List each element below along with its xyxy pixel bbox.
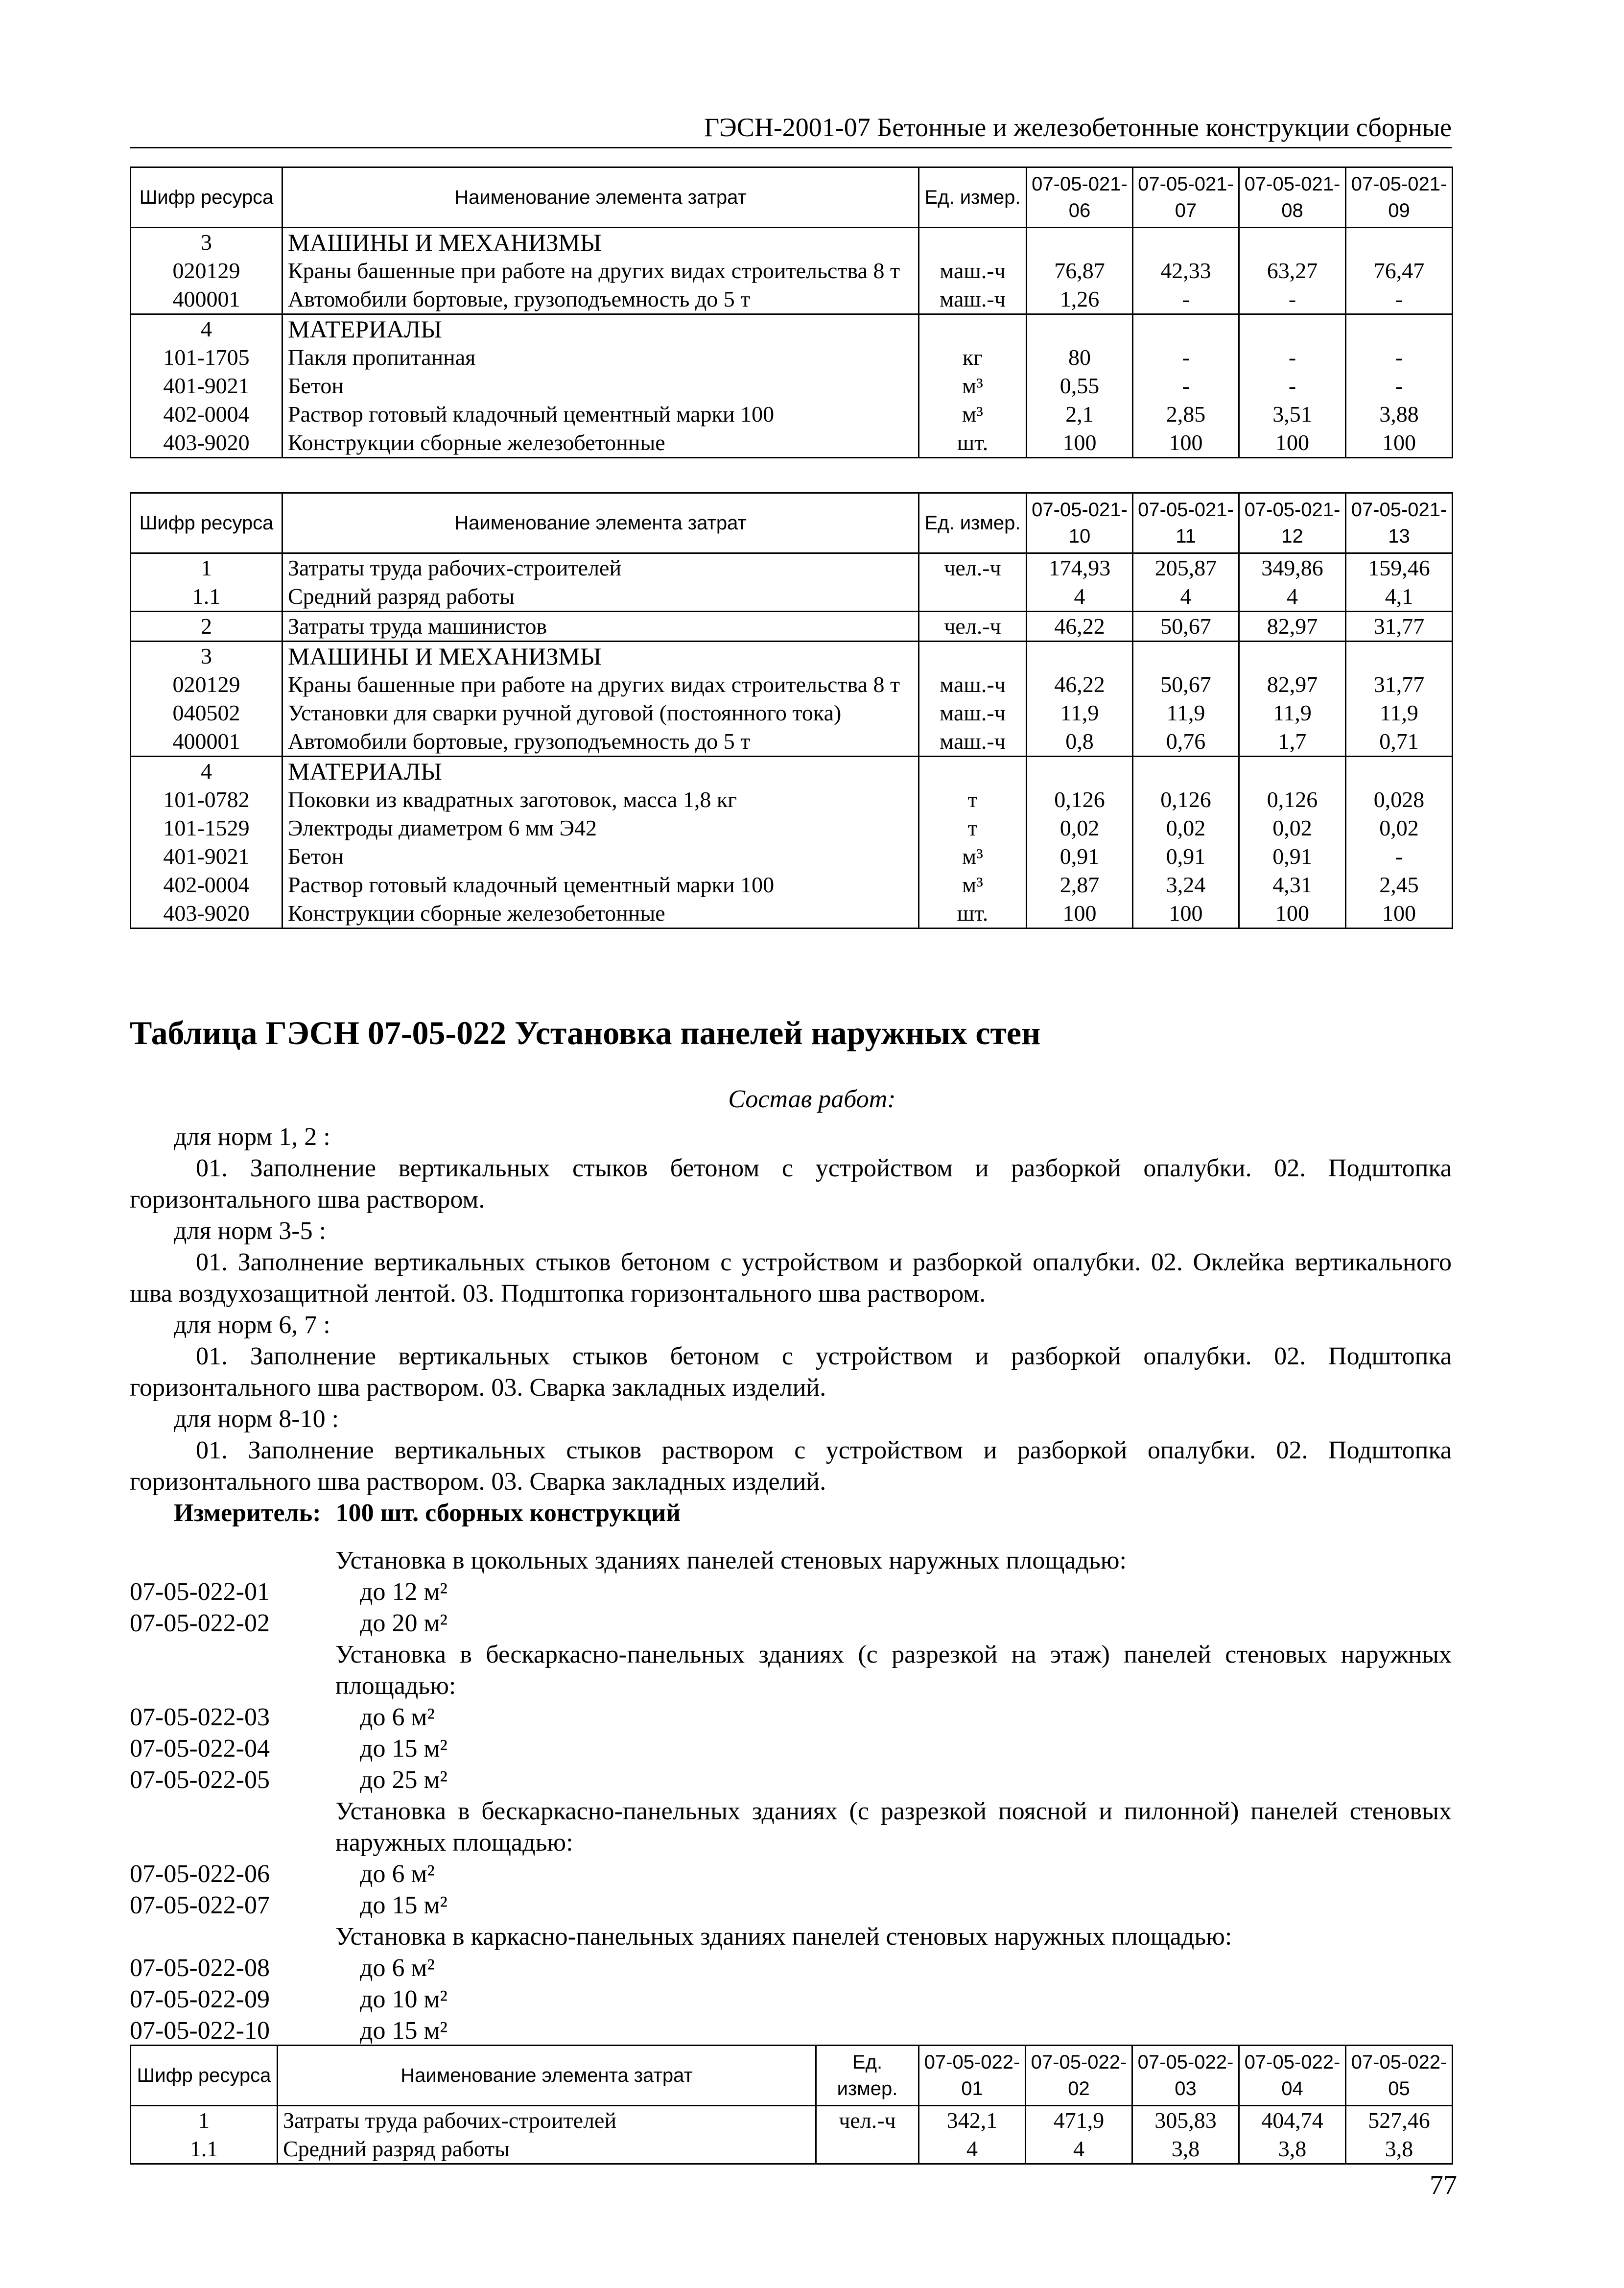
unit-cell [919, 228, 1027, 257]
resource-name: Автомобили бортовые, грузоподъемность до 5 т [282, 727, 919, 757]
table-row [131, 257, 1453, 285]
value-cell: 11,9 [1133, 699, 1239, 727]
norm-desc: до 6 м² [360, 1703, 435, 1731]
resource-code: 401-9021 [131, 372, 282, 400]
value-cell: 4 [919, 2135, 1026, 2164]
col-norm-header: 07-05-021-06 [1027, 167, 1133, 228]
value-cell: 4 [1239, 582, 1346, 612]
value-cell: 471,9 [1026, 2106, 1132, 2135]
work-description: 01. Заполнение вертикальных стыков бетоном с устройством и разборкой опалубки. 02. Подштопка горизонтального шва раствором. [130, 1154, 1452, 1214]
norm-item [130, 1890, 1452, 1921]
col-norm-header: 07-05-022-04 [1239, 2046, 1346, 2106]
resource-code: 3 [131, 228, 282, 257]
resource-table-2 [130, 492, 1453, 929]
work-description: 01. Заполнение вертикальных стыков раствором с устройством и разборкой опалубки. 02. Подштопка горизонтального шва раствором. 03. Сварка закладных изделий. [130, 1436, 1452, 1496]
value-cell: - [1133, 343, 1239, 372]
value-cell: 100 [1346, 899, 1453, 929]
table-row [131, 699, 1453, 727]
norm-item [130, 1733, 1452, 1764]
table-row [131, 429, 1453, 458]
norm-group-caption: Установка в каркасно-панельных зданиях панелей стеновых наружных площадью: [335, 1923, 1232, 1951]
value-cell: 76,87 [1027, 257, 1133, 285]
col-code-header: Шифр ресурса [131, 167, 282, 228]
col-norm-header: 07-05-021-07 [1133, 167, 1239, 228]
unit-cell: м³ [919, 871, 1027, 899]
norm-item [130, 1576, 1452, 1608]
table-row [131, 314, 1453, 344]
norm-item [130, 1859, 1452, 1890]
resource-name: Затраты труда рабочих-строителей [278, 2106, 816, 2135]
value-cell: 2,45 [1346, 871, 1453, 899]
table-row [131, 871, 1453, 899]
norm-group-caption: Установка в бескаркасно-панельных зданиях (с разрезкой поясной и пилонной) панелей стеновых наружных площадью: [335, 1797, 1452, 1857]
norm-code: 07-05-022-09 [130, 1985, 270, 2013]
value-cell: 2,1 [1027, 400, 1133, 429]
norm-desc: до 6 м² [360, 1860, 435, 1888]
value-cell: 0,02 [1346, 814, 1453, 842]
value-cell [1239, 228, 1346, 257]
value-cell: 0,126 [1027, 786, 1133, 814]
norm-code: 07-05-022-04 [130, 1735, 270, 1763]
value-cell: 527,46 [1346, 2106, 1453, 2135]
resource-code: 4 [131, 314, 282, 344]
value-cell: 82,97 [1239, 612, 1346, 642]
value-cell: 404,74 [1239, 2106, 1346, 2135]
table-row [131, 757, 1453, 786]
table-row [131, 842, 1453, 871]
value-cell [1027, 642, 1133, 671]
unit-cell: м³ [919, 842, 1027, 871]
norm-code: 07-05-022-06 [130, 1860, 270, 1888]
col-name-header: Наименование элемента затрат [282, 493, 919, 553]
value-cell [1346, 757, 1453, 786]
value-cell [1133, 228, 1239, 257]
section-heading: МАШИНЫ И МЕХАНИЗМЫ [282, 642, 919, 671]
table-row [131, 2106, 1453, 2135]
table-row [131, 2135, 1453, 2164]
measurer-label: Измеритель: [174, 1499, 321, 1527]
resource-code: 403-9020 [131, 899, 282, 929]
resource-code: 1.1 [131, 2135, 278, 2164]
value-cell [1239, 642, 1346, 671]
value-cell: 342,1 [919, 2106, 1026, 2135]
resource-code: 403-9020 [131, 429, 282, 458]
norm-item [130, 1984, 1452, 2015]
resource-code: 040502 [131, 699, 282, 727]
running-header: ГЭСН-2001-07 Бетонные и железобетонные конструкции сборные [130, 112, 1452, 148]
value-cell: 0,91 [1239, 842, 1346, 871]
value-cell [1027, 757, 1133, 786]
value-cell: - [1239, 285, 1346, 314]
table-row [131, 285, 1453, 314]
norms-scope: для норм 6, 7 : [174, 1311, 330, 1339]
unit-cell [919, 314, 1027, 344]
value-cell: 100 [1027, 429, 1133, 458]
norm-code: 07-05-022-07 [130, 1891, 270, 1919]
section-heading: МАТЕРИАЛЫ [282, 757, 919, 786]
col-norm-header: 07-05-021-11 [1133, 493, 1239, 553]
value-cell: 0,76 [1133, 727, 1239, 757]
page-number: 77 [1430, 2170, 1457, 2200]
value-cell: 3,24 [1133, 871, 1239, 899]
value-cell: 0,91 [1133, 842, 1239, 871]
col-norm-header: 07-05-022-05 [1346, 2046, 1453, 2106]
unit-cell: чел.-ч [816, 2106, 919, 2135]
norms-scope: для норм 1, 2 : [174, 1123, 330, 1151]
unit-cell: шт. [919, 429, 1027, 458]
resource-code: 402-0004 [131, 400, 282, 429]
table-row [131, 553, 1453, 583]
resource-name: Бетон [282, 842, 919, 871]
value-cell: - [1133, 372, 1239, 400]
value-cell: - [1239, 372, 1346, 400]
table-row [131, 642, 1453, 671]
norm-group-caption: Установка в бескаркасно-панельных зданиях (с разрезкой на этаж) панелей стеновых наружных площадью: [335, 1641, 1452, 1700]
resource-name: Затраты труда машинистов [282, 612, 919, 642]
value-cell: - [1133, 285, 1239, 314]
value-cell: 63,27 [1239, 257, 1346, 285]
col-name-header: Наименование элемента затрат [278, 2046, 816, 2106]
col-norm-header: 07-05-021-10 [1027, 493, 1133, 553]
value-cell [1239, 757, 1346, 786]
resource-name: Средний разряд работы [282, 582, 919, 612]
unit-cell: маш.-ч [919, 727, 1027, 757]
resource-code: 400001 [131, 285, 282, 314]
value-cell: 2,87 [1027, 871, 1133, 899]
work-composition-heading: Состав работ: [728, 1085, 896, 1113]
unit-cell: маш.-ч [919, 670, 1027, 699]
work-description: 01. Заполнение вертикальных стыков бетоном с устройством и разборкой опалубки. 02. Оклейка вертикального шва воздухозащитной лентой. 03. Подштопка горизонтального шва раствором. [130, 1248, 1452, 1308]
value-cell: 3,88 [1346, 400, 1453, 429]
value-cell: 1,7 [1239, 727, 1346, 757]
unit-cell: м³ [919, 400, 1027, 429]
unit-cell: т [919, 786, 1027, 814]
table-row [131, 343, 1453, 372]
col-unit-header: Ед. измер. [919, 493, 1027, 553]
col-norm-header: 07-05-021-12 [1239, 493, 1346, 553]
resource-name: Краны башенные при работе на других видах строительства 8 т [282, 257, 919, 285]
value-cell: 100 [1027, 899, 1133, 929]
measurer [130, 1498, 1452, 1529]
table-row [131, 400, 1453, 429]
value-cell: 305,83 [1132, 2106, 1239, 2135]
value-cell [1346, 228, 1453, 257]
resource-code: 4 [131, 757, 282, 786]
value-cell: 46,22 [1027, 612, 1133, 642]
table-row [131, 612, 1453, 642]
resource-name: Конструкции сборные железобетонные [282, 429, 919, 458]
value-cell: 4,1 [1346, 582, 1453, 612]
value-cell: 0,126 [1133, 786, 1239, 814]
norm-code: 07-05-022-08 [130, 1954, 270, 1982]
col-norm-header: 07-05-021-09 [1346, 167, 1453, 228]
value-cell: 11,9 [1239, 699, 1346, 727]
col-norm-header: 07-05-021-08 [1239, 167, 1346, 228]
unit-cell: м³ [919, 372, 1027, 400]
unit-cell [919, 582, 1027, 612]
resource-code: 402-0004 [131, 871, 282, 899]
value-cell [1346, 314, 1453, 344]
value-cell: 3,51 [1239, 400, 1346, 429]
value-cell: 0,8 [1027, 727, 1133, 757]
resource-name: Поковки из квадратных заготовок, масса 1,8 кг [282, 786, 919, 814]
value-cell: 205,87 [1133, 553, 1239, 583]
unit-cell: кг [919, 343, 1027, 372]
value-cell [1133, 642, 1239, 671]
value-cell: 31,77 [1346, 670, 1453, 699]
value-cell: 0,02 [1239, 814, 1346, 842]
norm-item [130, 1953, 1452, 1984]
value-cell: 46,22 [1027, 670, 1133, 699]
norm-desc: до 20 м² [360, 1609, 447, 1637]
col-norm-header: 07-05-021-13 [1346, 493, 1453, 553]
work-composition [130, 1121, 1452, 1529]
value-cell: 3,8 [1239, 2135, 1346, 2164]
resource-name: Установки для сварки ручной дуговой (постоянного тока) [282, 699, 919, 727]
norm-item [130, 2015, 1452, 2047]
resource-name: Электроды диаметром 6 мм Э42 [282, 814, 919, 842]
table-row [131, 582, 1453, 612]
col-unit-header: Ед. измер. [816, 2046, 919, 2106]
resource-name: Краны башенные при работе на других видах строительства 8 т [282, 670, 919, 699]
value-cell: 100 [1239, 899, 1346, 929]
norms-scope: для норм 8-10 : [174, 1405, 339, 1433]
table-row [131, 670, 1453, 699]
norm-item [130, 1608, 1452, 1639]
value-cell: - [1346, 285, 1453, 314]
col-norm-header: 07-05-022-01 [919, 2046, 1026, 2106]
unit-cell: маш.-ч [919, 285, 1027, 314]
resource-code: 1 [131, 2106, 278, 2135]
resource-table-3 [130, 2045, 1453, 2165]
col-code-header: Шифр ресурса [131, 493, 282, 553]
resource-name: Средний разряд работы [278, 2135, 816, 2164]
resource-name: Автомобили бортовые, грузоподъемность до 5 т [282, 285, 919, 314]
norm-code: 07-05-022-10 [130, 2017, 270, 2045]
value-cell [1239, 314, 1346, 344]
norms-scope: для норм 3-5 : [174, 1217, 327, 1245]
value-cell [1133, 757, 1239, 786]
value-cell: 11,9 [1027, 699, 1133, 727]
value-cell: 76,47 [1346, 257, 1453, 285]
norm-code: 07-05-022-03 [130, 1703, 270, 1731]
value-cell: 100 [1239, 429, 1346, 458]
table-row [131, 372, 1453, 400]
value-cell: 50,67 [1133, 670, 1239, 699]
norm-code: 07-05-022-01 [130, 1578, 270, 1606]
value-cell: 31,77 [1346, 612, 1453, 642]
value-cell: 1,26 [1027, 285, 1133, 314]
col-name-header: Наименование элемента затрат [282, 167, 919, 228]
value-cell: 100 [1133, 899, 1239, 929]
table-row [131, 899, 1453, 929]
value-cell: 100 [1133, 429, 1239, 458]
resource-code: 401-9021 [131, 842, 282, 871]
resource-code: 101-1529 [131, 814, 282, 842]
norm-desc: до 15 м² [360, 1735, 447, 1763]
work-description: 01. Заполнение вертикальных стыков бетоном с устройством и разборкой опалубки. 02. Подштопка горизонтального шва раствором. 03. Сварка закладных изделий. [130, 1342, 1452, 1402]
resource-name: Затраты труда рабочих-строителей [282, 553, 919, 583]
value-cell [1027, 314, 1133, 344]
value-cell: 0,126 [1239, 786, 1346, 814]
value-cell: 174,93 [1027, 553, 1133, 583]
value-cell: - [1239, 343, 1346, 372]
col-norm-header: 07-05-022-03 [1132, 2046, 1239, 2106]
norm-group-caption: Установка в цокольных зданиях панелей стеновых наружных площадью: [335, 1547, 1127, 1574]
value-cell: 2,85 [1133, 400, 1239, 429]
unit-cell: чел.-ч [919, 612, 1027, 642]
value-cell: 0,55 [1027, 372, 1133, 400]
section-title: Таблица ГЭСН 07-05-022 Установка панелей наружных стен [130, 1014, 1041, 1051]
value-cell: 50,67 [1133, 612, 1239, 642]
value-cell [1027, 228, 1133, 257]
value-cell: - [1346, 842, 1453, 871]
norm-desc: до 25 м² [360, 1766, 447, 1794]
table-header-row [131, 167, 1453, 228]
table-row [131, 786, 1453, 814]
norm-desc: до 15 м² [360, 1891, 447, 1919]
value-cell: - [1346, 372, 1453, 400]
value-cell: 0,028 [1346, 786, 1453, 814]
norm-code: 07-05-022-05 [130, 1766, 270, 1794]
resource-code: 101-1705 [131, 343, 282, 372]
resource-code: 400001 [131, 727, 282, 757]
resource-name: Раствор готовый кладочный цементный марки 100 [282, 871, 919, 899]
resource-code: 2 [131, 612, 282, 642]
norm-item [130, 1764, 1452, 1796]
value-cell: 82,97 [1239, 670, 1346, 699]
resource-code: 020129 [131, 670, 282, 699]
resource-name: Раствор готовый кладочный цементный марки 100 [282, 400, 919, 429]
value-cell [1346, 642, 1453, 671]
table-row [131, 727, 1453, 757]
resource-table-1 [130, 167, 1453, 458]
resource-code: 3 [131, 642, 282, 671]
table-row [131, 228, 1453, 257]
col-code-header: Шифр ресурса [131, 2046, 278, 2106]
value-cell: 4,31 [1239, 871, 1346, 899]
resource-code: 101-0782 [131, 786, 282, 814]
norm-desc: до 12 м² [360, 1578, 447, 1606]
section-heading: МАШИНЫ И МЕХАНИЗМЫ [282, 228, 919, 257]
unit-cell [816, 2135, 919, 2164]
value-cell: 4 [1027, 582, 1133, 612]
value-cell: 80 [1027, 343, 1133, 372]
table-header-row [131, 493, 1453, 553]
unit-cell: маш.-ч [919, 257, 1027, 285]
unit-cell: шт. [919, 899, 1027, 929]
unit-cell: т [919, 814, 1027, 842]
table-row [131, 814, 1453, 842]
value-cell: 0,71 [1346, 727, 1453, 757]
col-unit-header: Ед. измер. [919, 167, 1027, 228]
value-cell: 11,9 [1346, 699, 1453, 727]
section-heading: МАТЕРИАЛЫ [282, 314, 919, 344]
value-cell: 349,86 [1239, 553, 1346, 583]
norm-code: 07-05-022-02 [130, 1609, 270, 1637]
value-cell: 3,8 [1132, 2135, 1239, 2164]
value-cell: 4 [1026, 2135, 1132, 2164]
value-cell: 159,46 [1346, 553, 1453, 583]
resource-code: 1.1 [131, 582, 282, 612]
unit-cell: маш.-ч [919, 699, 1027, 727]
col-norm-header: 07-05-022-02 [1026, 2046, 1132, 2106]
value-cell: 3,8 [1346, 2135, 1453, 2164]
resource-name: Бетон [282, 372, 919, 400]
value-cell: 0,02 [1133, 814, 1239, 842]
value-cell: 4 [1133, 582, 1239, 612]
table-header-row [131, 2046, 1453, 2106]
norm-desc: до 10 м² [360, 1985, 447, 2013]
unit-cell: чел.-ч [919, 553, 1027, 583]
unit-cell [919, 642, 1027, 671]
value-cell: 42,33 [1133, 257, 1239, 285]
norm-desc: до 15 м² [360, 2017, 447, 2045]
resource-code: 1 [131, 553, 282, 583]
value-cell: 0,02 [1027, 814, 1133, 842]
measurer-value: 100 шт. сборных конструкций [335, 1499, 681, 1527]
norm-desc: до 6 м² [360, 1954, 435, 1982]
value-cell: 100 [1346, 429, 1453, 458]
norm-item [130, 1702, 1452, 1733]
norm-list [130, 1545, 1452, 2047]
resource-name: Пакля пропитанная [282, 343, 919, 372]
value-cell [1133, 314, 1239, 344]
unit-cell [919, 757, 1027, 786]
resource-code: 020129 [131, 257, 282, 285]
value-cell: - [1346, 343, 1453, 372]
value-cell: 0,91 [1027, 842, 1133, 871]
resource-name: Конструкции сборные железобетонные [282, 899, 919, 929]
